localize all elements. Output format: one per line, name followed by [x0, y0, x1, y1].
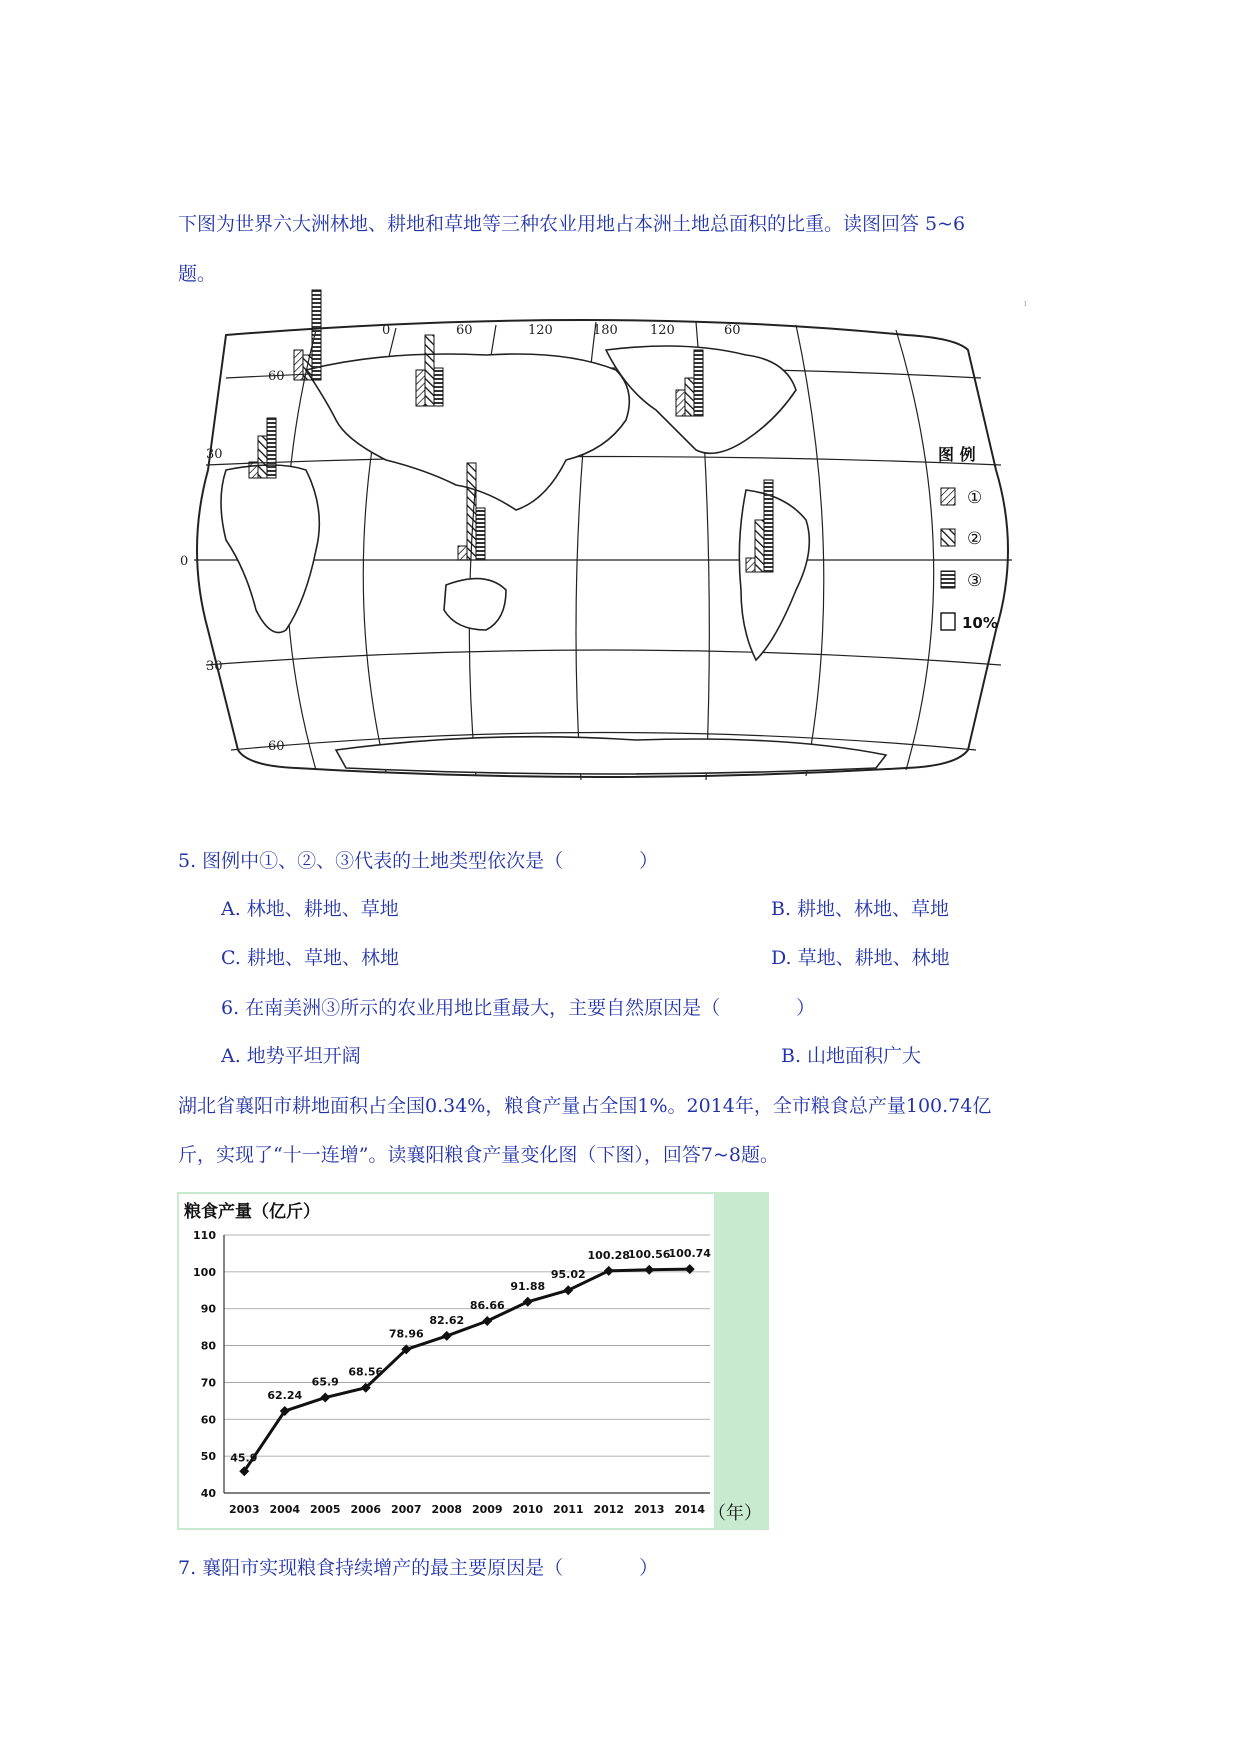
- y-tick-label: 90: [200, 1302, 216, 1316]
- bar-asia-3: [434, 368, 443, 406]
- lon-label-1: 60: [456, 323, 473, 338]
- y-tick-label: 50: [200, 1450, 216, 1464]
- x-tick-label: 2011: [552, 1503, 584, 1516]
- q6-option-a[interactable]: A. 地势平坦开阔: [221, 1045, 361, 1067]
- data-label: 95.02: [550, 1268, 586, 1282]
- legend-swatch-2: [941, 529, 955, 546]
- chart-side-panel: [714, 1193, 768, 1529]
- bar-samerica-1: [746, 558, 755, 572]
- australia-shape: [444, 579, 506, 630]
- data-label: 78.96: [388, 1327, 424, 1341]
- y-tick-label: 70: [200, 1376, 216, 1390]
- bar-oceania-3: [476, 508, 485, 560]
- lon-label-5: 60: [724, 323, 741, 338]
- x-axis-label: （年）: [708, 1503, 762, 1524]
- data-label: 45.9: [230, 1451, 258, 1465]
- x-tick-label: 2003: [228, 1503, 260, 1516]
- x-tick-label: 2012: [593, 1503, 625, 1516]
- intro-line-1: 下图为世界六大洲林地、耕地和草地等三种农业用地占本洲土地总面积的比重。读图回答 5~6: [178, 213, 966, 235]
- lat-label-0: 60: [268, 369, 285, 384]
- lat-30s: [206, 650, 1001, 665]
- bar-namerica-2: [685, 378, 694, 416]
- legend-swatch-3: [941, 571, 955, 588]
- legend-swatch-1: [941, 488, 955, 505]
- lat-label-4: 60: [268, 739, 285, 754]
- bar-europe-2: [303, 355, 312, 380]
- lat-30n: [206, 457, 1001, 466]
- legend-item-1: ①: [967, 488, 983, 508]
- legend-title: 图 例: [938, 445, 976, 464]
- data-label: 62.24: [267, 1389, 303, 1403]
- lat-label-2: 0: [180, 554, 189, 569]
- bar-namerica-1: [676, 390, 685, 416]
- bar-africa-1: [249, 462, 258, 478]
- africa-shape: [221, 465, 319, 633]
- y-tick-label: 40: [200, 1487, 216, 1500]
- lon-label-4: 120: [650, 323, 675, 338]
- bar-africa-3: [267, 418, 276, 478]
- x-tick-label: 2005: [309, 1503, 341, 1516]
- stray-mark: ˡ: [1024, 299, 1027, 313]
- q5-option-b[interactable]: B. 耕地、林地、草地: [771, 898, 950, 920]
- lat-label-3: 30: [206, 659, 223, 674]
- data-label: 86.66: [469, 1299, 505, 1313]
- q5-option-d[interactable]: D. 草地、耕地、林地: [771, 947, 950, 969]
- lon-label-0: 0: [382, 323, 391, 338]
- legend-item-2: ②: [967, 529, 983, 549]
- y-tick-label: 110: [193, 1229, 216, 1242]
- bar-europe-1: [294, 350, 303, 380]
- data-label: 82.62: [429, 1313, 465, 1327]
- intro-line-2: 题。: [178, 263, 217, 285]
- data-label: 100.74: [668, 1247, 711, 1261]
- data-label: 65.9: [311, 1375, 339, 1389]
- bar-asia-2: [425, 335, 434, 406]
- legend-scale-label: 10%: [962, 614, 998, 632]
- q5-option-a[interactable]: A. 林地、耕地、草地: [221, 898, 399, 920]
- bar-namerica-3: [694, 350, 703, 416]
- world-map-figure: [180, 310, 1020, 786]
- q6-stem: 6. 在南美洲③所示的农业用地比重最大，主要自然原因是（ ）: [221, 997, 816, 1019]
- x-tick-label: 2007: [390, 1503, 422, 1516]
- data-label: 91.88: [510, 1279, 546, 1293]
- intro2-line-1: 湖北省襄阳市耕地面积占全国0.34%，粮食产量占全国1%。2014年，全市粮食总产量100.74亿: [178, 1095, 992, 1117]
- q5-option-c[interactable]: C. 耕地、草地、林地: [221, 947, 399, 969]
- intro2-line-2: 斤，实现了“十一连增”。读襄阳粮食产量变化图（下图），回答7~8题。: [178, 1144, 780, 1166]
- south-america-shape: [739, 490, 809, 660]
- x-tick-label: 2013: [633, 1503, 665, 1516]
- y-tick-label: 100: [193, 1265, 216, 1279]
- x-tick-label: 2008: [431, 1503, 463, 1516]
- q7-stem: 7. 襄阳市实现粮食持续增产的最主要原因是（ ）: [178, 1557, 659, 1579]
- legend-item-3: ③: [967, 571, 983, 591]
- x-tick-label: 2014: [674, 1503, 706, 1516]
- x-tick-label: 2010: [512, 1503, 544, 1516]
- x-tick-label: 2006: [350, 1503, 382, 1516]
- data-label: 68.56: [348, 1365, 384, 1379]
- chart-title: 粮食产量（亿斤）: [184, 1202, 320, 1222]
- lat-label-1: 30: [206, 447, 223, 462]
- bar-africa-2: [258, 436, 267, 478]
- legend-scale-swatch: [941, 613, 955, 630]
- data-label: 100.56: [628, 1247, 671, 1261]
- lon-label-2: 120: [528, 323, 553, 338]
- bar-samerica-2: [755, 520, 764, 572]
- bar-oceania-1: [458, 546, 467, 560]
- y-tick-label: 60: [200, 1413, 216, 1427]
- bar-oceania-2: [467, 463, 476, 560]
- bar-europe-3: [312, 290, 321, 380]
- data-label: 100.28: [587, 1248, 630, 1262]
- q5-stem: 5. 图例中①、②、③代表的土地类型依次是（ ）: [178, 850, 659, 872]
- grain-output-chart: [178, 1193, 768, 1529]
- x-tick-label: 2004: [269, 1503, 301, 1516]
- bar-asia-1: [416, 370, 425, 406]
- map-legend: [938, 445, 998, 632]
- lon-label-3: 180: [593, 323, 618, 338]
- y-tick-label: 80: [200, 1339, 216, 1353]
- antarctica-shape: [336, 737, 886, 774]
- x-tick-label: 2009: [471, 1503, 503, 1516]
- bar-samerica-3: [764, 480, 773, 572]
- q6-option-b[interactable]: B. 山地面积广大: [781, 1045, 922, 1067]
